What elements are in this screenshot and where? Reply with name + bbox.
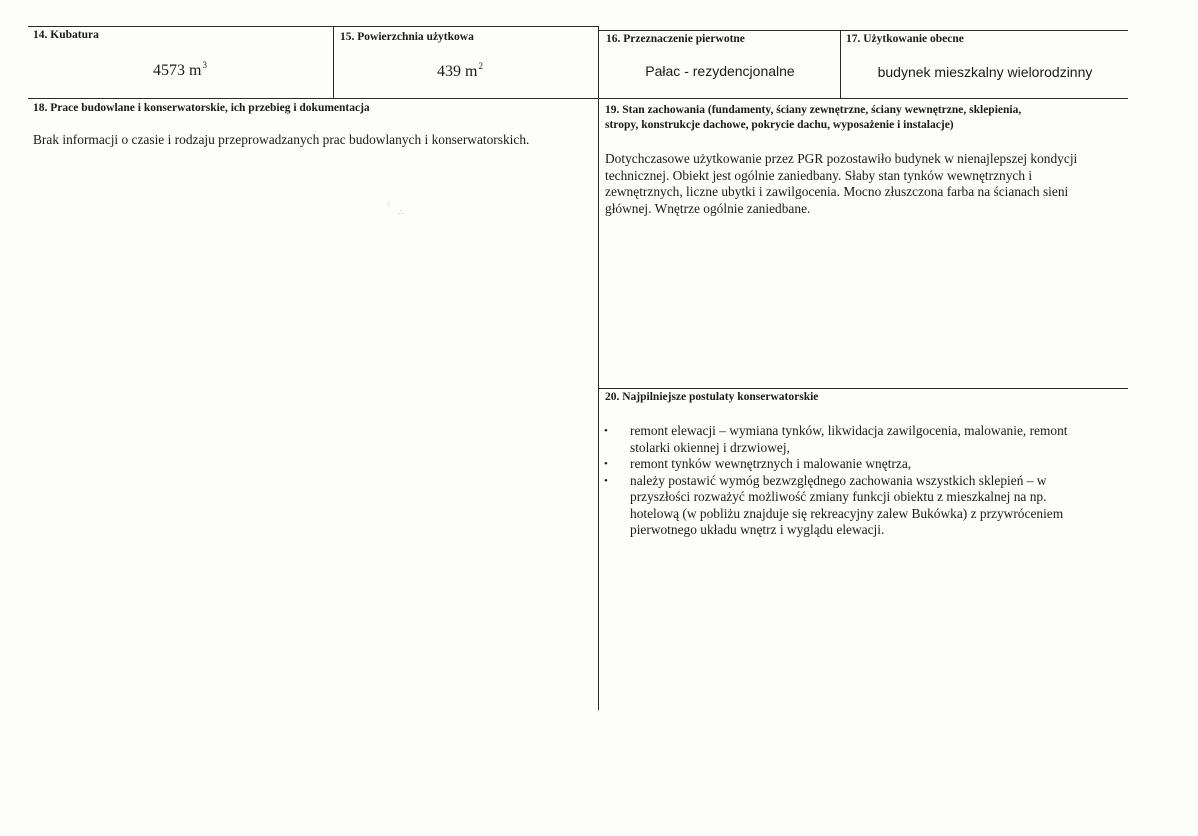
col-divider-3	[840, 30, 841, 98]
bullet-icon: •	[604, 425, 608, 437]
scan-speck: ⁘	[385, 200, 392, 209]
kubatura-number: 4573 m	[153, 62, 202, 79]
powierzchnia-value	[410, 61, 510, 81]
kubatura-label: 14. Kubatura	[33, 29, 99, 41]
list-item	[604, 456, 1114, 473]
stan-text-line: Dotychczasowe użytkowanie przez PGR pozostawiło budynek w nienajlepszej kondycji	[605, 151, 1078, 166]
przeznaczenie-value: Pałac - rezydencjonalne	[645, 63, 795, 79]
list-item-line: pierwotnego układu wnętrz i wyglądu elewacji.	[630, 522, 885, 537]
bullet-icon: •	[604, 458, 608, 470]
list-item-line: remont tynków wewnętrznych i malowanie wnętrza,	[630, 456, 912, 471]
stan-text	[605, 151, 1125, 217]
prace-text: Brak informacji o czasie i rodzaju przeprowadzanych prac budowlanych i konserwatorskich.	[33, 132, 530, 147]
top-border-left	[28, 26, 598, 27]
postulaty-label: 20. Najpilniejsze postulaty konserwatorskie	[605, 391, 819, 403]
uzytkowanie-value: budynek mieszkalny wielorodzinny	[877, 64, 1093, 80]
stan-label-line-2: stropy, konstrukcje dachowe, pokrycie dachu, wyposażenie i instalacje)	[605, 119, 954, 131]
bullet-icon: •	[604, 474, 608, 487]
top-border-right	[598, 30, 1128, 31]
kubatura-value	[120, 60, 240, 80]
col-divider-2	[598, 26, 599, 710]
powierzchnia-unit-exponent: 2	[478, 61, 483, 71]
przeznaczenie-label: 16. Przeznaczenie pierwotne	[606, 33, 745, 45]
powierzchnia-number: 439 m	[437, 63, 478, 80]
prace-label: 18. Prace budowlane i konserwatorskie, ich przebieg i dokumentacja	[33, 102, 370, 114]
kubatura-unit-exponent: 3	[202, 60, 207, 70]
stan-text-line: zewnętrznych, liczne ubytki i zawilgocenia. Mocno złuszczona farba na ścianach sieni	[605, 184, 1069, 199]
scan-speck: ∴	[398, 208, 404, 217]
list-item-line: należy postawić wymóg bezwzględnego zachowania wszystkich sklepień – w	[630, 472, 1047, 488]
postulaty-list	[604, 423, 1114, 539]
stan-label-line-1: 19. Stan zachowania (fundamenty, ściany zewnętrzne, ściany wewnętrzne, sklepienia,	[605, 104, 1022, 116]
list-item-line: remont elewacji – wymiana tynków, likwidacja zawilgocenia, malowanie, remont	[630, 423, 1068, 438]
list-item-line: przyszłości rozważyć możliwość zmiany funkcji obiektu z mieszkalnej na np.	[630, 489, 1047, 504]
powierzchnia-label: 15. Powierzchnia użytkowa	[340, 31, 474, 43]
list-item-line: stolarki okiennej i drzwiowej,	[630, 439, 790, 455]
col-divider-1	[333, 26, 334, 98]
list-item-line: hotelową (w pobliżu znajduje się rekreacyjny zalew Bukówka) z przywróceniem	[630, 505, 1064, 521]
list-item	[604, 473, 1114, 539]
stan-text-line: technicznej. Obiekt jest ogólnie zaniedbany. Słaby stan tynków wewnętrznych i	[605, 167, 1033, 183]
uzytkowanie-label: 17. Użytkowanie obecne	[846, 33, 964, 45]
row-divider-1	[28, 98, 1128, 99]
list-item	[604, 423, 1114, 456]
row-divider-2	[598, 388, 1128, 389]
stan-text-line: głównej. Wnętrze ogólnie zaniedbane.	[605, 200, 811, 216]
